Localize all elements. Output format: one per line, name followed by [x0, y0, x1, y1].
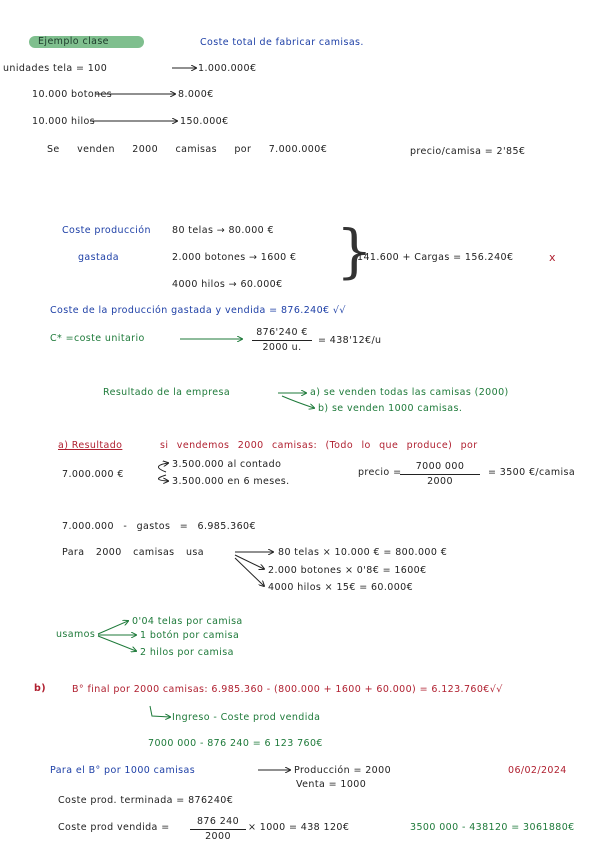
- section-b-calc: 7000 000 - 876 240 = 6 123 760€: [148, 738, 323, 749]
- coste-unitario-label: C* =coste unitario: [50, 333, 145, 344]
- coste-unitario-result: = 438'12€/u: [318, 335, 382, 346]
- hilos-units: 10.000 hilos: [32, 116, 96, 127]
- resultado-label: Resultado de la empresa: [103, 387, 231, 398]
- section-b-venta: Venta = 1000: [296, 779, 367, 790]
- coste-terminada: Coste prod. terminada = 876240€: [58, 795, 234, 806]
- precio-denominator: 2000: [427, 476, 453, 488]
- production-row-botones: 2.000 botones → 1600 €: [172, 252, 297, 263]
- usa-telas: 0'04 telas por camisa: [132, 616, 243, 627]
- resultado-b: b) se venden 1000 camisas.: [318, 403, 463, 414]
- vendida-numerator: 876 240: [196, 816, 240, 827]
- usamos-label: usamos: [56, 629, 96, 640]
- section-a-heading: si vendemos 2000 camisas: (Todo lo que produce) por: [160, 440, 478, 451]
- curly-brace: }: [336, 217, 374, 285]
- section-a-contado: 3.500.000 al contado: [172, 459, 282, 470]
- precio-numerator: 7000 000: [415, 461, 465, 472]
- production-total: 141.600 + Cargas = 156.240€: [357, 252, 514, 263]
- date-stamp: 06/02/2024: [508, 765, 567, 776]
- section-b-produccion: Producción = 2000: [294, 765, 392, 776]
- uso-botones: 2.000 botones × 0'8€ = 1600€: [268, 565, 427, 576]
- final-calc: 3500 000 - 438120 = 3061880€: [410, 822, 575, 833]
- coste-vendida-label: Coste prod vendida =: [58, 822, 170, 833]
- botones-cost: 8.000€: [178, 89, 214, 100]
- usa-boton: 1 botón por camisa: [140, 630, 240, 641]
- section-a-arrows: [158, 463, 273, 586]
- section-b-note: Ingreso - Coste prod vendida: [172, 712, 321, 723]
- coste-vendida-line: Coste de la producción gastada y vendida = 876.240€ √√: [50, 305, 346, 316]
- cu-numerator: 876'240 €: [256, 327, 308, 338]
- cross-mark: x: [549, 251, 556, 264]
- resultado-a: a) se venden todas las camisas (2000): [310, 387, 509, 398]
- section-b-line: B° final por 2000 camisas: 6.985.360 - (800.000 + 1600 + 60.000) = 6.123.760€√√: [72, 684, 503, 695]
- cu-denominator: 2000 u.: [262, 342, 302, 354]
- production-label: Coste producción: [62, 225, 151, 236]
- usa-hilos: 2 hilos por camisa: [140, 647, 234, 658]
- production-label-2: gastada: [78, 252, 119, 263]
- section-a-amount: 7.000.000 €: [62, 469, 124, 480]
- coste-vendida-rest: × 1000 = 438 120€: [248, 822, 350, 833]
- example-badge: Ejemplo clase: [38, 36, 109, 47]
- production-row-hilos: 4000 hilos → 60.000€: [172, 279, 283, 290]
- section-b-para: Para el B° por 1000 camisas: [50, 765, 196, 776]
- precio-result: = 3500 €/camisa: [488, 467, 576, 478]
- vendida-denominator: 2000: [205, 831, 231, 843]
- gastos-line: 7.000.000 - gastos = 6.985.360€: [62, 521, 256, 532]
- uso-telas: 80 telas × 10.000 € = 800.000 €: [278, 547, 448, 558]
- para-2000-label: Para 2000 camisas usa: [62, 547, 204, 558]
- section-a-meses: 3.500.000 en 6 meses.: [172, 476, 290, 487]
- section-a-tag: a) Resultado: [58, 440, 123, 451]
- green-arrows: [98, 339, 314, 717]
- precio-label: precio =: [358, 467, 402, 478]
- hilos-cost: 150.000€: [180, 116, 229, 127]
- tela-units: unidades tela = 100: [3, 63, 108, 74]
- section-b-tag: b): [34, 683, 46, 694]
- botones-units: 10.000 botones: [32, 89, 113, 100]
- venden-line: Se venden 2000 camisas por 7.000.000€: [47, 144, 328, 155]
- page-title: Coste total de fabricar camisas.: [200, 37, 364, 48]
- uso-hilos: 4000 hilos × 15€ = 60.000€: [268, 582, 414, 593]
- cost-arrows: [90, 68, 196, 121]
- precio-camisa: precio/camisa = 2'85€: [410, 146, 526, 157]
- production-row-telas: 80 telas → 80.000 €: [172, 225, 274, 236]
- tela-cost: 1.000.000€: [198, 63, 257, 74]
